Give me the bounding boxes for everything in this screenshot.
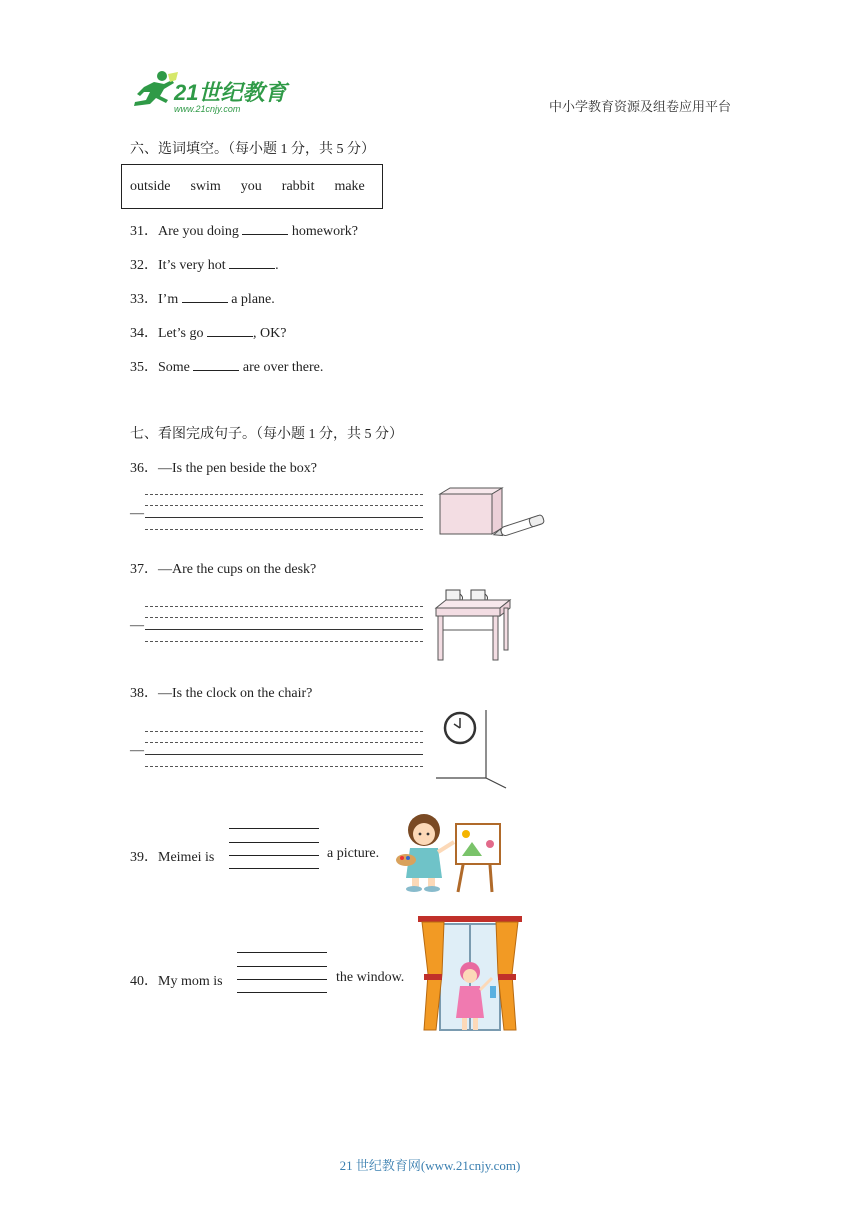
question-33 <box>130 288 275 308</box>
question-number: 32． <box>130 258 158 273</box>
question-number: 36． <box>130 461 158 476</box>
box-and-pen-image <box>438 486 564 542</box>
logo-text: 21世纪教育 <box>174 80 287 105</box>
answer-blank[interactable] <box>242 222 288 235</box>
question-text: homework? <box>288 224 358 239</box>
question-text: My mom is <box>158 974 223 989</box>
question-text: —Are the cups on the desk? <box>158 562 317 577</box>
question-31 <box>130 220 358 240</box>
logo-url: www.21cnjy.com <box>174 104 241 114</box>
question-39-tail: a picture. <box>327 846 380 861</box>
question-number: 33． <box>130 292 158 307</box>
answer-blank[interactable] <box>193 358 239 371</box>
question-40-tail: the window. <box>336 970 405 985</box>
word-bank-item: outside <box>130 178 171 194</box>
answer-blank[interactable] <box>182 290 228 303</box>
section-6-title: 六、选词填空。（每小题 1 分，共 5 分） <box>130 142 375 157</box>
question-text: I’m <box>158 292 182 307</box>
question-text: . <box>275 258 279 273</box>
question-number: 37． <box>130 562 158 577</box>
question-text: Are you doing <box>158 224 243 239</box>
question-text: , OK? <box>253 326 287 341</box>
question-38 <box>130 682 312 702</box>
question-39 <box>130 846 214 866</box>
question-text: —Is the pen beside the box? <box>158 461 318 476</box>
question-text: a plane. <box>227 292 275 307</box>
question-text: Meimei is <box>158 850 215 865</box>
word-bank-box <box>121 164 383 209</box>
girl-cleaning-window-image <box>416 914 524 1038</box>
word-bank-item: you <box>240 178 262 194</box>
question-number: 38． <box>130 686 158 701</box>
question-number: 39． <box>130 850 158 865</box>
answer-blank[interactable] <box>229 256 275 269</box>
question-36 <box>130 457 317 477</box>
question-number: 31． <box>130 224 158 239</box>
four-line-writing-area[interactable] <box>145 494 423 530</box>
answer-dash: — <box>130 743 144 758</box>
question-37 <box>130 558 316 578</box>
question-text: Let’s go <box>158 326 207 341</box>
word-bank-item: make <box>334 178 365 194</box>
answer-dash: — <box>130 506 144 521</box>
question-number: 40． <box>130 974 158 989</box>
footer-site-link[interactable]: 21 世纪教育网(www.21cnjy.com) <box>339 1158 521 1173</box>
answer-blank[interactable] <box>207 324 253 337</box>
question-text: Some <box>158 360 194 375</box>
question-34 <box>130 322 286 342</box>
header-platform-text: 中小学教育资源及组卷应用平台 <box>549 99 732 114</box>
girl-painting-image <box>392 808 508 894</box>
question-35 <box>130 356 323 376</box>
answer-lines[interactable] <box>237 952 327 994</box>
answer-lines[interactable] <box>229 828 319 870</box>
question-text: It’s very hot <box>158 258 230 273</box>
word-bank-item: rabbit <box>281 178 315 194</box>
four-line-writing-area[interactable] <box>145 606 423 642</box>
clock-on-wall-image <box>434 708 510 790</box>
site-logo <box>124 70 290 118</box>
cups-on-desk-image <box>434 586 514 662</box>
section-7-title: 七、看图完成句子。（每小题 1 分，共 5 分） <box>130 427 403 442</box>
four-line-writing-area[interactable] <box>145 731 423 767</box>
question-text: are over there. <box>239 360 324 375</box>
question-number: 35． <box>130 360 158 375</box>
question-40 <box>130 970 223 990</box>
question-32 <box>130 254 279 274</box>
question-text: —Is the clock on the chair? <box>158 686 313 701</box>
answer-dash: — <box>130 618 144 633</box>
word-bank-item: swim <box>190 178 221 194</box>
question-number: 34． <box>130 326 158 341</box>
